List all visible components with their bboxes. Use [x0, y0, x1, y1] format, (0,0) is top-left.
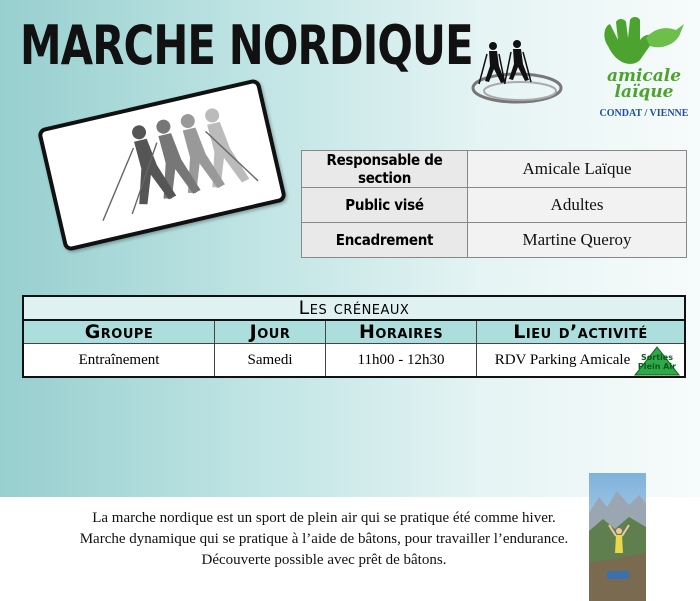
outdoor-badge: Sorties Plein Air — [634, 346, 680, 376]
table-row — [302, 188, 687, 223]
description-line: Marche dynamique qui se pratique à l’aide de bâtons, pour travailler l’endurance. — [79, 531, 569, 547]
row-group: Entraînement — [23, 344, 215, 378]
info-label: Public visé — [302, 188, 468, 223]
row-day: Samedi — [215, 344, 326, 378]
mountain-photo — [589, 473, 646, 601]
description — [40, 508, 608, 571]
header-day: Jour — [215, 320, 326, 344]
info-label: Encadrement — [302, 223, 468, 258]
club-location: CONDAT / VIENNE — [599, 108, 689, 119]
schedule-caption: Les créneaux — [23, 296, 685, 320]
table-row — [23, 344, 685, 378]
row-place — [477, 344, 686, 378]
table-row — [302, 223, 687, 258]
info-value: Amicale Laïque — [468, 151, 687, 188]
table-row — [302, 151, 687, 188]
page-title: MARCHE NORDIQUE — [20, 14, 473, 77]
row-hours: 11h00 - 12h30 — [326, 344, 477, 378]
info-value: Adultes — [468, 188, 687, 223]
club-name: amicale laïque — [606, 66, 682, 102]
nordic-walkers-icon — [465, 36, 565, 106]
header-hours: Horaires — [326, 320, 477, 344]
header-place: Lieu d’activité — [477, 320, 686, 344]
table-header-row — [23, 320, 685, 344]
info-table — [301, 150, 687, 258]
place-text: RDV Parking Amicale — [494, 351, 631, 368]
info-label: Responsable de section — [302, 151, 468, 188]
header-group: Groupe — [23, 320, 215, 344]
description-line: La marche nordique est un sport de plein air qui se pratique été comme hiver. — [92, 510, 556, 526]
schedule-table — [22, 295, 686, 378]
club-logo — [596, 16, 692, 136]
description-line: Découverte possible avec prêt de bâtons. — [201, 552, 447, 568]
info-value: Martine Queroy — [468, 223, 687, 258]
